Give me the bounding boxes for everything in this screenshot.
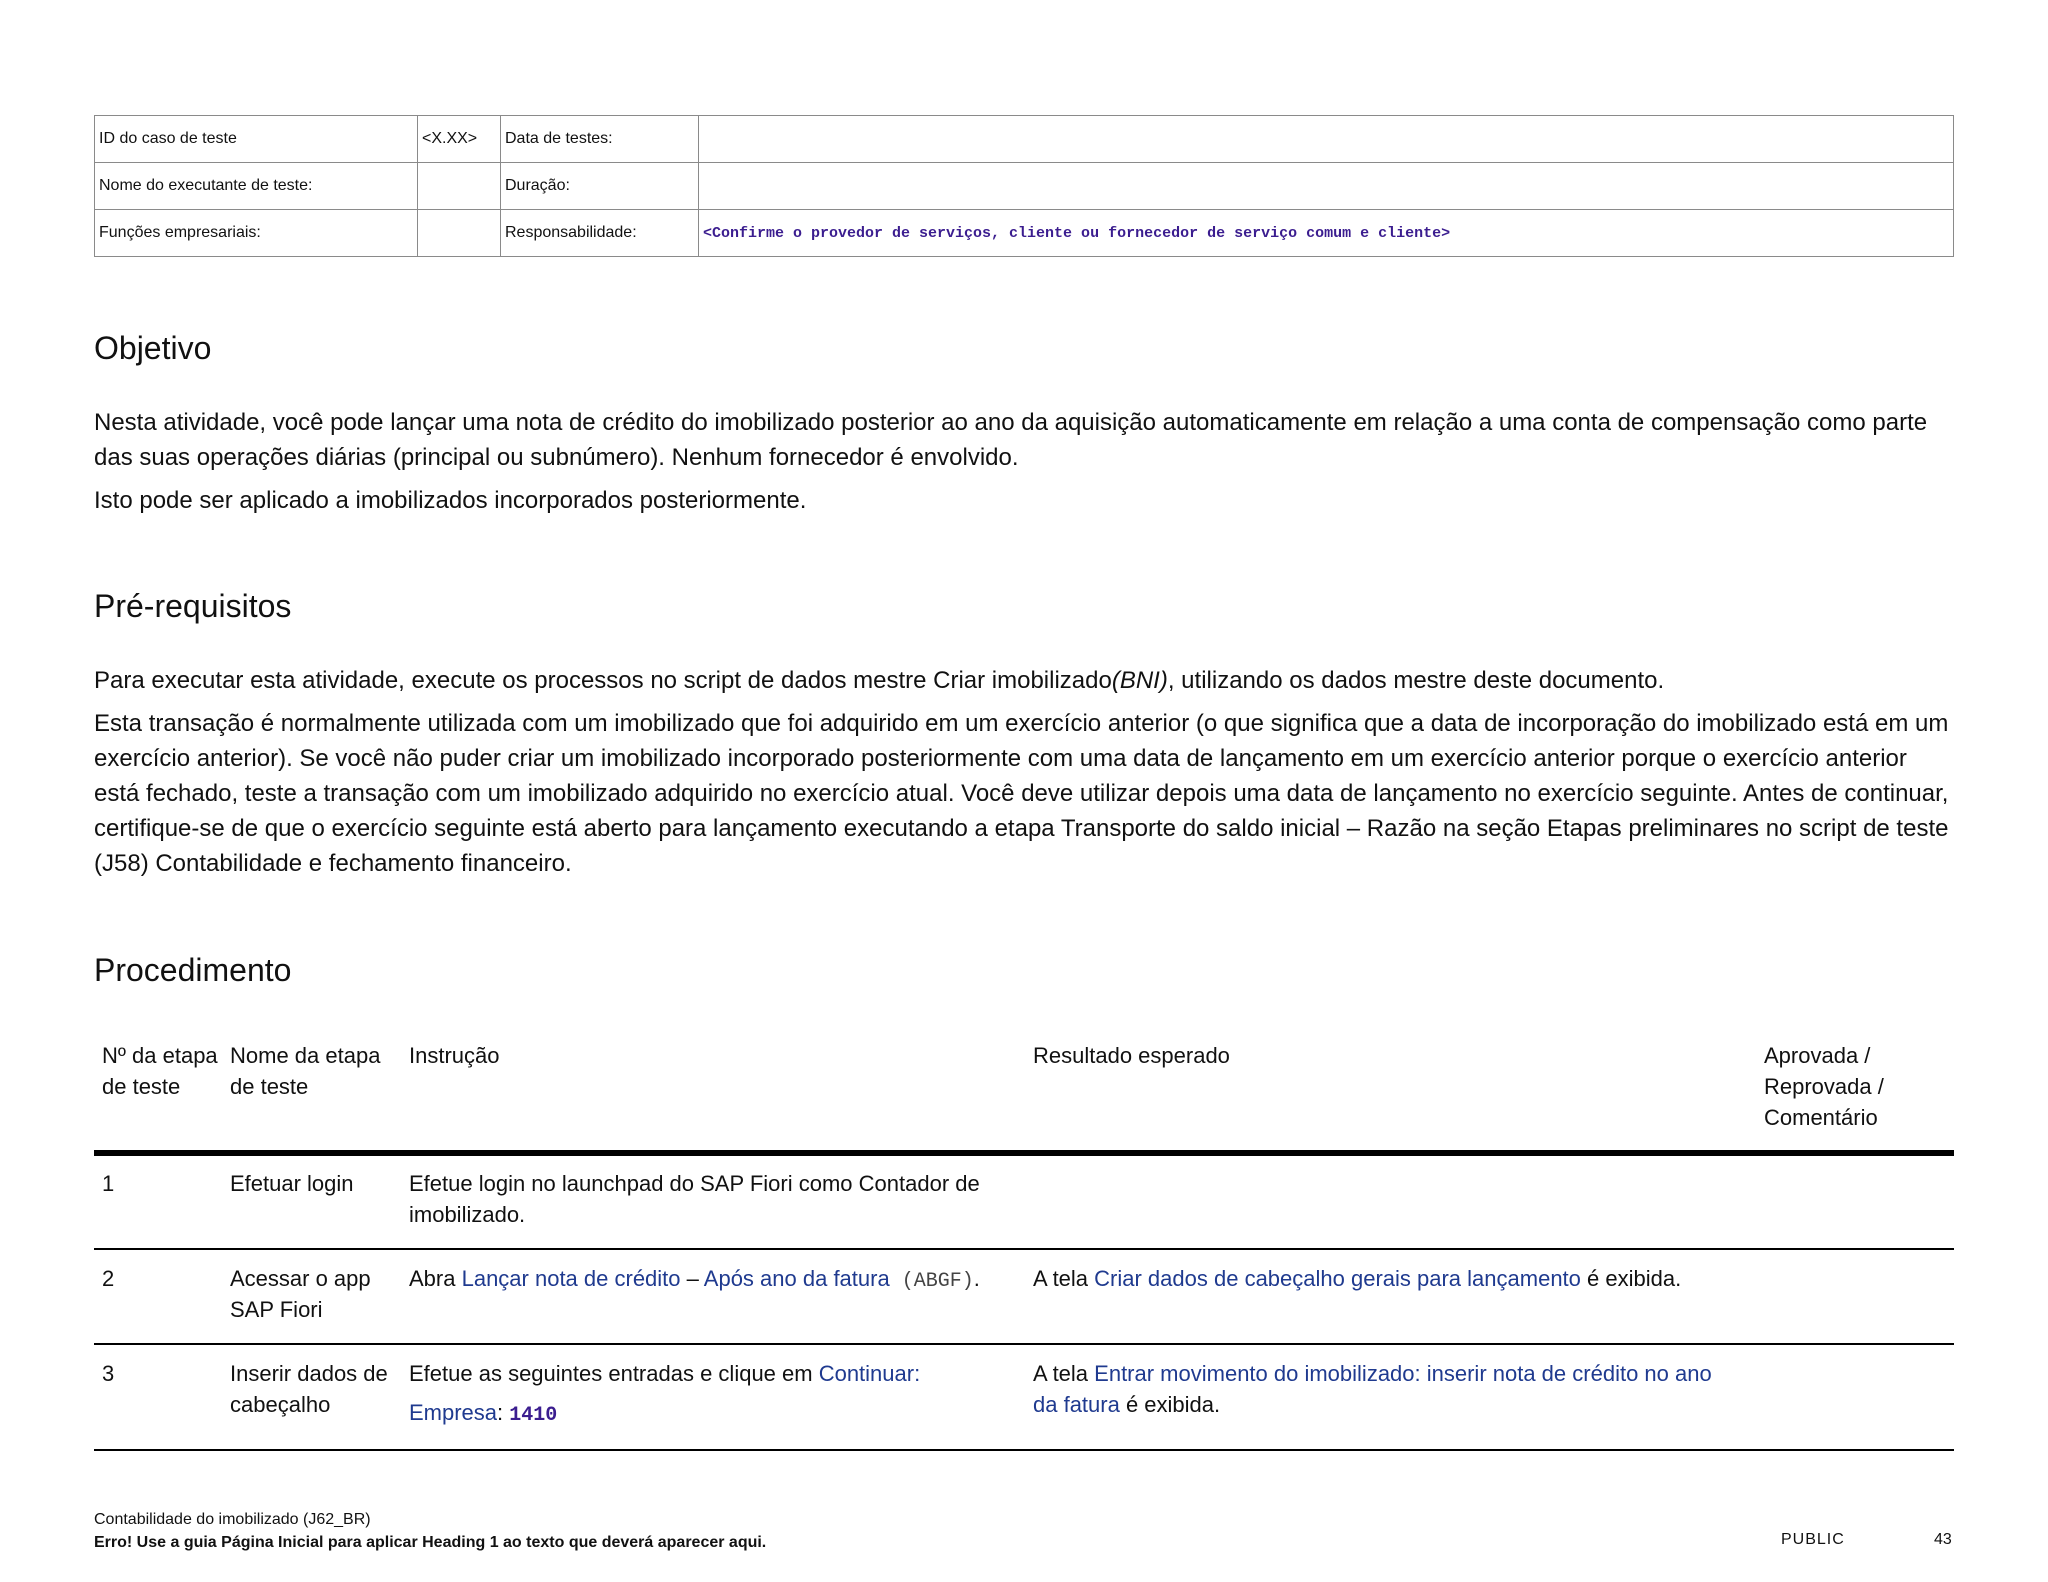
result-text: A tela [1033, 1266, 1095, 1291]
footer-error-text: Erro! Use a guia Página Inicial para aplicar Heading 1 ao texto que deverá aparecer aqui. [94, 1534, 767, 1551]
app-link-after-invoice-year[interactable]: Após ano da fatura [703, 1266, 890, 1291]
section-title-objetivo: Objetivo [94, 330, 212, 366]
instruction-text: Abra [409, 1266, 462, 1291]
instruction-colon: : [914, 1361, 921, 1386]
row-divider [94, 1248, 1954, 1250]
result-text-end: é exibida. [1580, 1266, 1682, 1291]
document-page [94, 0, 1954, 1582]
header-expected-result: Resultado esperado [1033, 1043, 1230, 1068]
objetivo-paragraph-1: Nesta atividade, você pode lançar uma nota de crédito do imobilizado posterior ao ano da aquisição automaticamente em relação a uma conta de compensação como parte das suas operações diárias (principal ou subnúmero). Nenhum fornecedor é envolvido. [94, 409, 1928, 471]
table-row [94, 1263, 1954, 1333]
field-label-empresa: Empresa [409, 1400, 498, 1425]
screen-link-header-data[interactable]: Criar dados de cabeçalho gerais para lançamento [1094, 1266, 1581, 1291]
instruction-text: Efetue as seguintes entradas e clique em [409, 1361, 819, 1386]
prereq-text-italic: (BNI) [1111, 667, 1168, 694]
test-case-id-value: <X.XX> [418, 116, 501, 163]
responsibility-label: Responsabilidade: [501, 210, 699, 257]
responsibility-value: <Confirme o provedor de serviços, cliente ou fornecedor de serviço comum e cliente> [699, 210, 1954, 257]
objetivo-paragraph-2: Isto pode ser aplicado a imobilizados incorporados posteriormente. [94, 487, 807, 514]
step-name: Acessar o app SAP Fiori [230, 1266, 371, 1322]
test-case-info-table [94, 115, 1954, 257]
screen-link-asset-movement[interactable]: Entrar movimento do imobilizado: inserir nota de crédito no ano da fatura [1033, 1361, 1712, 1417]
step-number: 1 [102, 1171, 115, 1196]
step-instruction [409, 1263, 1019, 1297]
procedure-table [94, 1040, 1954, 1427]
tester-name-label: Nome do executante de teste: [95, 163, 418, 210]
step-number: 3 [102, 1361, 115, 1386]
header-instruction: Instrução [409, 1043, 500, 1068]
table-row [94, 1168, 1954, 1238]
field-entry [409, 1397, 1019, 1431]
prereq-text-a: Para executar esta atividade, execute os processos no script de dados mestre Criar imobilizado [94, 667, 1112, 694]
instruction-end: . [973, 1266, 980, 1291]
instruction-dash: – [680, 1266, 704, 1291]
step-name: Efetuar login [230, 1171, 354, 1196]
transaction-code: (ABGF) [889, 1270, 974, 1293]
info-row [95, 163, 1954, 210]
info-row [95, 116, 1954, 163]
prerequisitos-paragraph-1 [94, 663, 1954, 698]
result-text-end: é exibida. [1119, 1392, 1221, 1417]
row-divider [94, 1343, 1954, 1345]
duration-label: Duração: [501, 163, 699, 210]
tester-name-value [418, 163, 501, 210]
step-number: 2 [102, 1266, 115, 1291]
info-row [95, 210, 1954, 257]
prereq-text-b: , utilizando os dados mestre deste documento. [1167, 667, 1665, 694]
header-pass-fail-comment: Aprovada / Reprovada / Comentário [1764, 1043, 1884, 1130]
test-case-id-label: ID do caso de teste [95, 116, 418, 163]
test-date-label: Data de testes: [501, 116, 699, 163]
procedure-header-row [94, 1040, 1954, 1145]
header-divider [94, 1150, 1954, 1156]
header-step-name: Nome da etapa de teste [230, 1043, 381, 1099]
business-roles-label: Funções empresariais: [95, 210, 418, 257]
row-divider [94, 1449, 1954, 1451]
prerequisitos-paragraph-2: Esta transação é normalmente utilizada com um imobilizado que foi adquirido em um exercício anterior (o que significa que a data de incorporação do imobilizado está em um exercício anterior). Se você não puder criar um imobilizado incorporado posteriormente com uma data de lançamento em um exercício anterior porque o exercício anterior está fechado, teste a transação com um imobilizado adquirido no exercício atual. Você deve utilizar depois uma data de lançamento no exercício seguinte. Antes de continuar, certifique-se de que o exercício seguinte está aberto para lançamento executando a etapa Transporte do saldo inicial – Razão na seção Etapas preliminares no script de teste (J58) Contabilidade e fechamento financeiro. [94, 710, 1949, 877]
footer-document-title: Contabilidade do imobilizado (J62_BR) [94, 1511, 371, 1528]
test-date-value [699, 116, 1954, 163]
header-step-number: Nº da etapa de teste [102, 1043, 218, 1099]
step-instruction [409, 1358, 1019, 1431]
business-roles-value [418, 210, 501, 257]
continue-link[interactable]: Continuar [818, 1361, 915, 1386]
section-title-procedimento: Procedimento [94, 952, 292, 988]
table-row [94, 1358, 1954, 1438]
result-text: A tela [1033, 1361, 1095, 1386]
app-link-credit-note[interactable]: Lançar nota de crédito [461, 1266, 681, 1291]
step-instruction: Efetue login no launchpad do SAP Fiori como Contador de imobilizado. [409, 1171, 980, 1227]
step-name: Inserir dados de cabeçalho [230, 1361, 388, 1417]
field-separator: : [497, 1400, 510, 1425]
step-expected-result [1033, 1263, 1753, 1294]
footer-classification: PUBLIC [1781, 1531, 1845, 1548]
step-expected-result [1033, 1358, 1733, 1420]
instruction-line [409, 1358, 1019, 1389]
footer-page-number: 43 [1934, 1531, 1952, 1548]
section-title-prerequisitos: Pré-requisitos [94, 588, 292, 624]
page-footer [94, 1508, 1954, 1554]
duration-value [699, 163, 1954, 210]
field-value-empresa: 1410 [509, 1404, 558, 1427]
